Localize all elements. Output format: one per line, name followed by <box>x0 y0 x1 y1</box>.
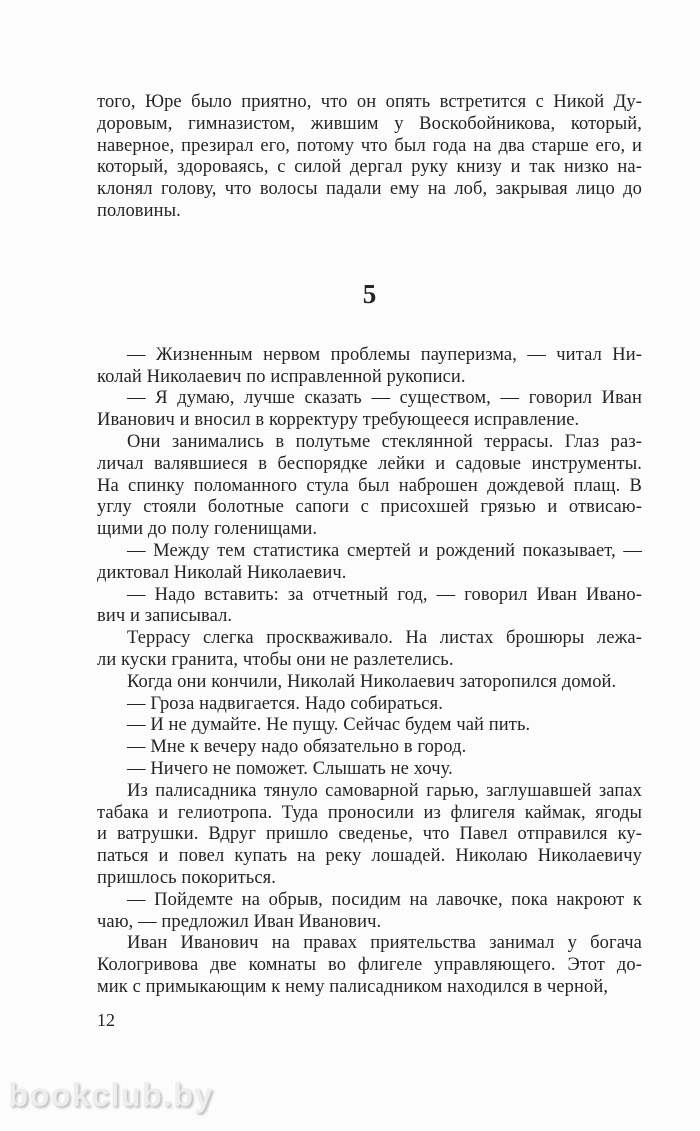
text-line: паться и повел купать на реку лошадей. Николаю Николаевичу <box>97 846 642 867</box>
text-line: доровым, гимназистом, жившим у Воскобойникова, который, <box>97 113 642 134</box>
text-line: Иванович и вносил в корректуру требующееся исправление. <box>97 410 580 431</box>
text-line: На спинку поломанного стула был наброшен дождевой плащ. В <box>97 475 642 496</box>
paragraph <box>97 781 642 890</box>
text-line: Когда они кончили, Николай Николаевич заторопился домой. <box>127 671 617 692</box>
paragraph <box>97 388 642 432</box>
paragraph <box>97 694 642 716</box>
paragraph <box>97 890 642 934</box>
paragraph <box>97 715 642 737</box>
chapter-heading: 5 <box>362 278 377 309</box>
text-line: того, Юре было приятно, что он опять встретится с Никой Ду- <box>97 92 642 112</box>
paragraph <box>97 92 642 223</box>
text-line: личал валявшиеся в беспорядке лейки и садовые инструменты. <box>97 453 642 474</box>
text-line: наверное, презирал его, потому что был года на два старше его, и <box>97 135 642 156</box>
chapter-body <box>97 345 642 999</box>
paragraph <box>97 432 642 541</box>
text-line: пришлось покориться. <box>97 867 276 888</box>
text-line: Из палисадника тянуло самоварной гарью, заглушавшей запах <box>127 780 642 801</box>
text-line: который, здороваясь, с силой дергал руку книзу и так низко на- <box>97 157 642 178</box>
continuation-block <box>97 92 642 223</box>
text-line: Террасу слегка проскваживало. На листах брошюры лежа- <box>127 628 642 649</box>
text-line: Они занимались в полутьме стеклянной террасы. Глаз раз- <box>127 431 642 452</box>
text-line: — Жизненным нервом проблемы пауперизма, — читал Ни- <box>127 344 642 365</box>
text-line: чаю, — предложил Иван Иванович. <box>97 911 382 932</box>
text-line: — Мне к вечеру надо обязательно в город. <box>127 737 467 758</box>
text-line: половины. <box>97 200 181 221</box>
text-line: и ватрушки. Вдруг пришло сведенье, что Павел отправился ку- <box>97 824 642 845</box>
paragraph <box>97 628 642 672</box>
text-line: Кологривова две комнаты во флигеле управляющего. Этот до- <box>97 955 642 976</box>
text-line: — Надо вставить: за отчетный год, — говорил Иван Ивано- <box>127 584 642 605</box>
text-line: диктовал Николай Николаевич. <box>97 562 347 583</box>
text-line: клонял голову, что волосы падали ему на лоб, закрывая лицо до <box>97 179 642 200</box>
text-line: ли куски гранита, чтобы они не разлетелись. <box>97 649 454 670</box>
paragraph <box>97 345 642 389</box>
text-block <box>97 92 642 999</box>
text-line: — Я думаю, лучше сказать — существом, — говорил Иван <box>127 388 642 409</box>
paragraph <box>97 759 642 781</box>
text-line: — Пойдемте на обрыв, посидим на лавочке, пока накроют к <box>127 889 642 910</box>
paragraph <box>97 933 642 998</box>
watermark-bookclub: bookclub.by <box>8 1076 214 1113</box>
paragraph <box>97 737 642 759</box>
text-line: Иван Иванович на правах приятельства занимал у богача <box>127 933 642 954</box>
text-line: — Между тем статистика смертей и рождений показывает, — <box>127 540 642 561</box>
text-line: углу стояли болотные сапоги с присохшей грязью и отвисаю- <box>97 497 642 518</box>
text-line: — Гроза надвигается. Надо собираться. <box>127 693 443 714</box>
text-line: щими до полу голенищами. <box>97 519 318 540</box>
text-line: мик с примыкающим к нему палисадником находился в черной, <box>97 976 609 997</box>
paragraph <box>97 541 642 585</box>
page-number: 12 <box>97 1010 115 1030</box>
text-line: вич и записывал. <box>97 606 233 627</box>
text-line: колай Николаевич по исправленной рукописи. <box>97 366 466 387</box>
paragraph <box>97 585 642 629</box>
text-line: табака и гелиотропа. Туда проносили из флигеля каймак, ягоды <box>97 802 642 823</box>
text-line: — Ничего не поможет. Слышать не хочу. <box>127 758 453 779</box>
text-line: — И не думайте. Не пущу. Сейчас будем чай пить. <box>127 715 531 736</box>
paragraph <box>97 672 642 694</box>
